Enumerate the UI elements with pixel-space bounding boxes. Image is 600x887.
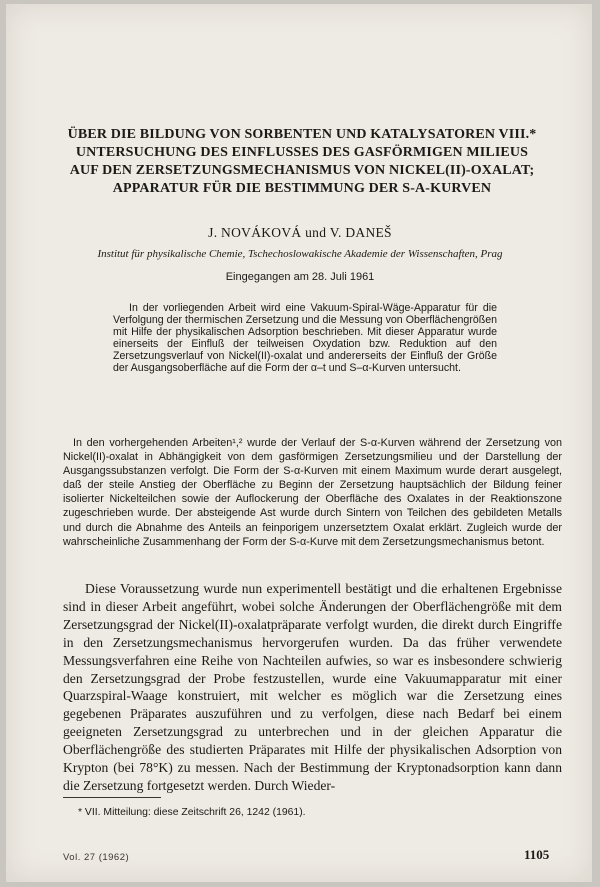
- title-line: ÜBER DIE BILDUNG VON SORBENTEN UND KATALYSATOREN VIII.*: [67, 127, 537, 142]
- main-paragraph: Diese Voraussetzung wurde nun experimentell bestätigt und die erhaltenen Ergebnisse sind in dieser Arbeit angeführt, wobei solche Änderungen der Oberflächengröße mit dem Zersetzungsgrad der Nickel(II)-oxalatpräparate verfolgt wurden, die direkt durch Eingriffe in den Zersetzungsmechanismus hervorgerufen wurden. Da das früher verwendete Messungsverfahren eine Reihe von Nachteilen aufwies, so war es insbesondere schwierig den Zersetzungsgrad der Probe festzustellen, wurde eine Vakuumapparatur mit einer Quarzspiral-Waage konstruiert, mit welcher es möglich war die Zersetzung eines gegebenen Präparates auszuführen und zu verfolgen, diese nach Bedarf bei einem geeigneten Zersetzungsgrad zu unterbrechen und in der gleichen Apparatur die Oberflächengröße des studierten Präparates mit Hilfe der physikalischen Adsorption von Krypton (bei 78°K) zu messen. Nach der Bestimmung der Kryptonadsorption kann dann die Zersetzung fortgesetzt werden. Durch Wieder-: [63, 581, 562, 793]
- title-line: AUF DEN ZERSETZUNGSMECHANISMUS VON NICKEL(II)-OXALAT;: [69, 163, 535, 178]
- institution: Institut für physikalische Chemie, Tschechoslowakische Akademie der Wissenschaften, Prag: [97, 248, 503, 260]
- page-number: 1105: [524, 847, 550, 862]
- received-date: Eingegangen am 28. Juli 1961: [225, 271, 375, 283]
- title-line: APPARATUR FÜR DIE BESTIMMUNG DER S-Α-KURVEN: [112, 181, 492, 196]
- footnote-divider: [63, 797, 161, 798]
- title-line: UNTERSUCHUNG DES EINFLUSSES DES GASFÖRMIGEN MILIEUS: [75, 145, 529, 160]
- abstract: [113, 302, 497, 374]
- intro-section: [63, 436, 562, 549]
- intro-paragraph: In den vorhergehenden Arbeiten¹,² wurde der Verlauf der S-α-Kurven während der Zersetzung von Nickel(II)-oxalat in Abhängigkeit von dem gasförmigen Zersetzungsmilieu und der Darstellung der Ausgangssubstanzen verfolgt. Die Form der S-α-Kurven mit einem Maximum wurde derart ausgelegt, daß der steile Anstieg der Oberfläche zu Beginn der Zersetzung hauptsächlich der Bildung feiner isolierter Nickelteilchen sowie der Auflockerung der Oberfläche des Oxalates in der Reaktionszone zugeschrieben wurde. Der absteigende Ast wurde durch Sintern von Teilchen des gebildeten Metalls und durch die Abnahme des Anteils an feinporigem unzersetztem Oxalat erklärt. Zugleich wurde der wahrscheinliche Zusammenhang der Form der S-α-Kurve mit dem Zersetzungsmechanismus betont.: [63, 437, 562, 548]
- journal-volume: Vol. 27 (1962): [63, 852, 130, 863]
- abstract-text: In der vorliegenden Arbeit wird eine Vakuum-Spiral-Wäge-Apparatur für die Verfolgung der thermischen Zersetzung und die Messung von Oberflächengrößen mit Hilfe der physikalischen Adsorption beschrieben. Mit dieser Apparatur wurde einerseits der Einfluß der teilweisen Oxydation bzw. Reduktion auf den Zersetzungsverlauf von Nickel(II)-oxalat und andererseits der Einfluß der Größe der Ausgangsoberfläche auf die Form der α–t und S–α-Kurven untersucht.: [113, 302, 497, 374]
- main-section: [63, 580, 562, 795]
- article-title: [52, 126, 552, 198]
- authors: J. NOVÁKOVÁ und V. DANEŠ: [208, 225, 392, 240]
- footnote: * VII. Mitteilung: diese Zeitschrift 26, 1242 (1961).: [78, 807, 306, 818]
